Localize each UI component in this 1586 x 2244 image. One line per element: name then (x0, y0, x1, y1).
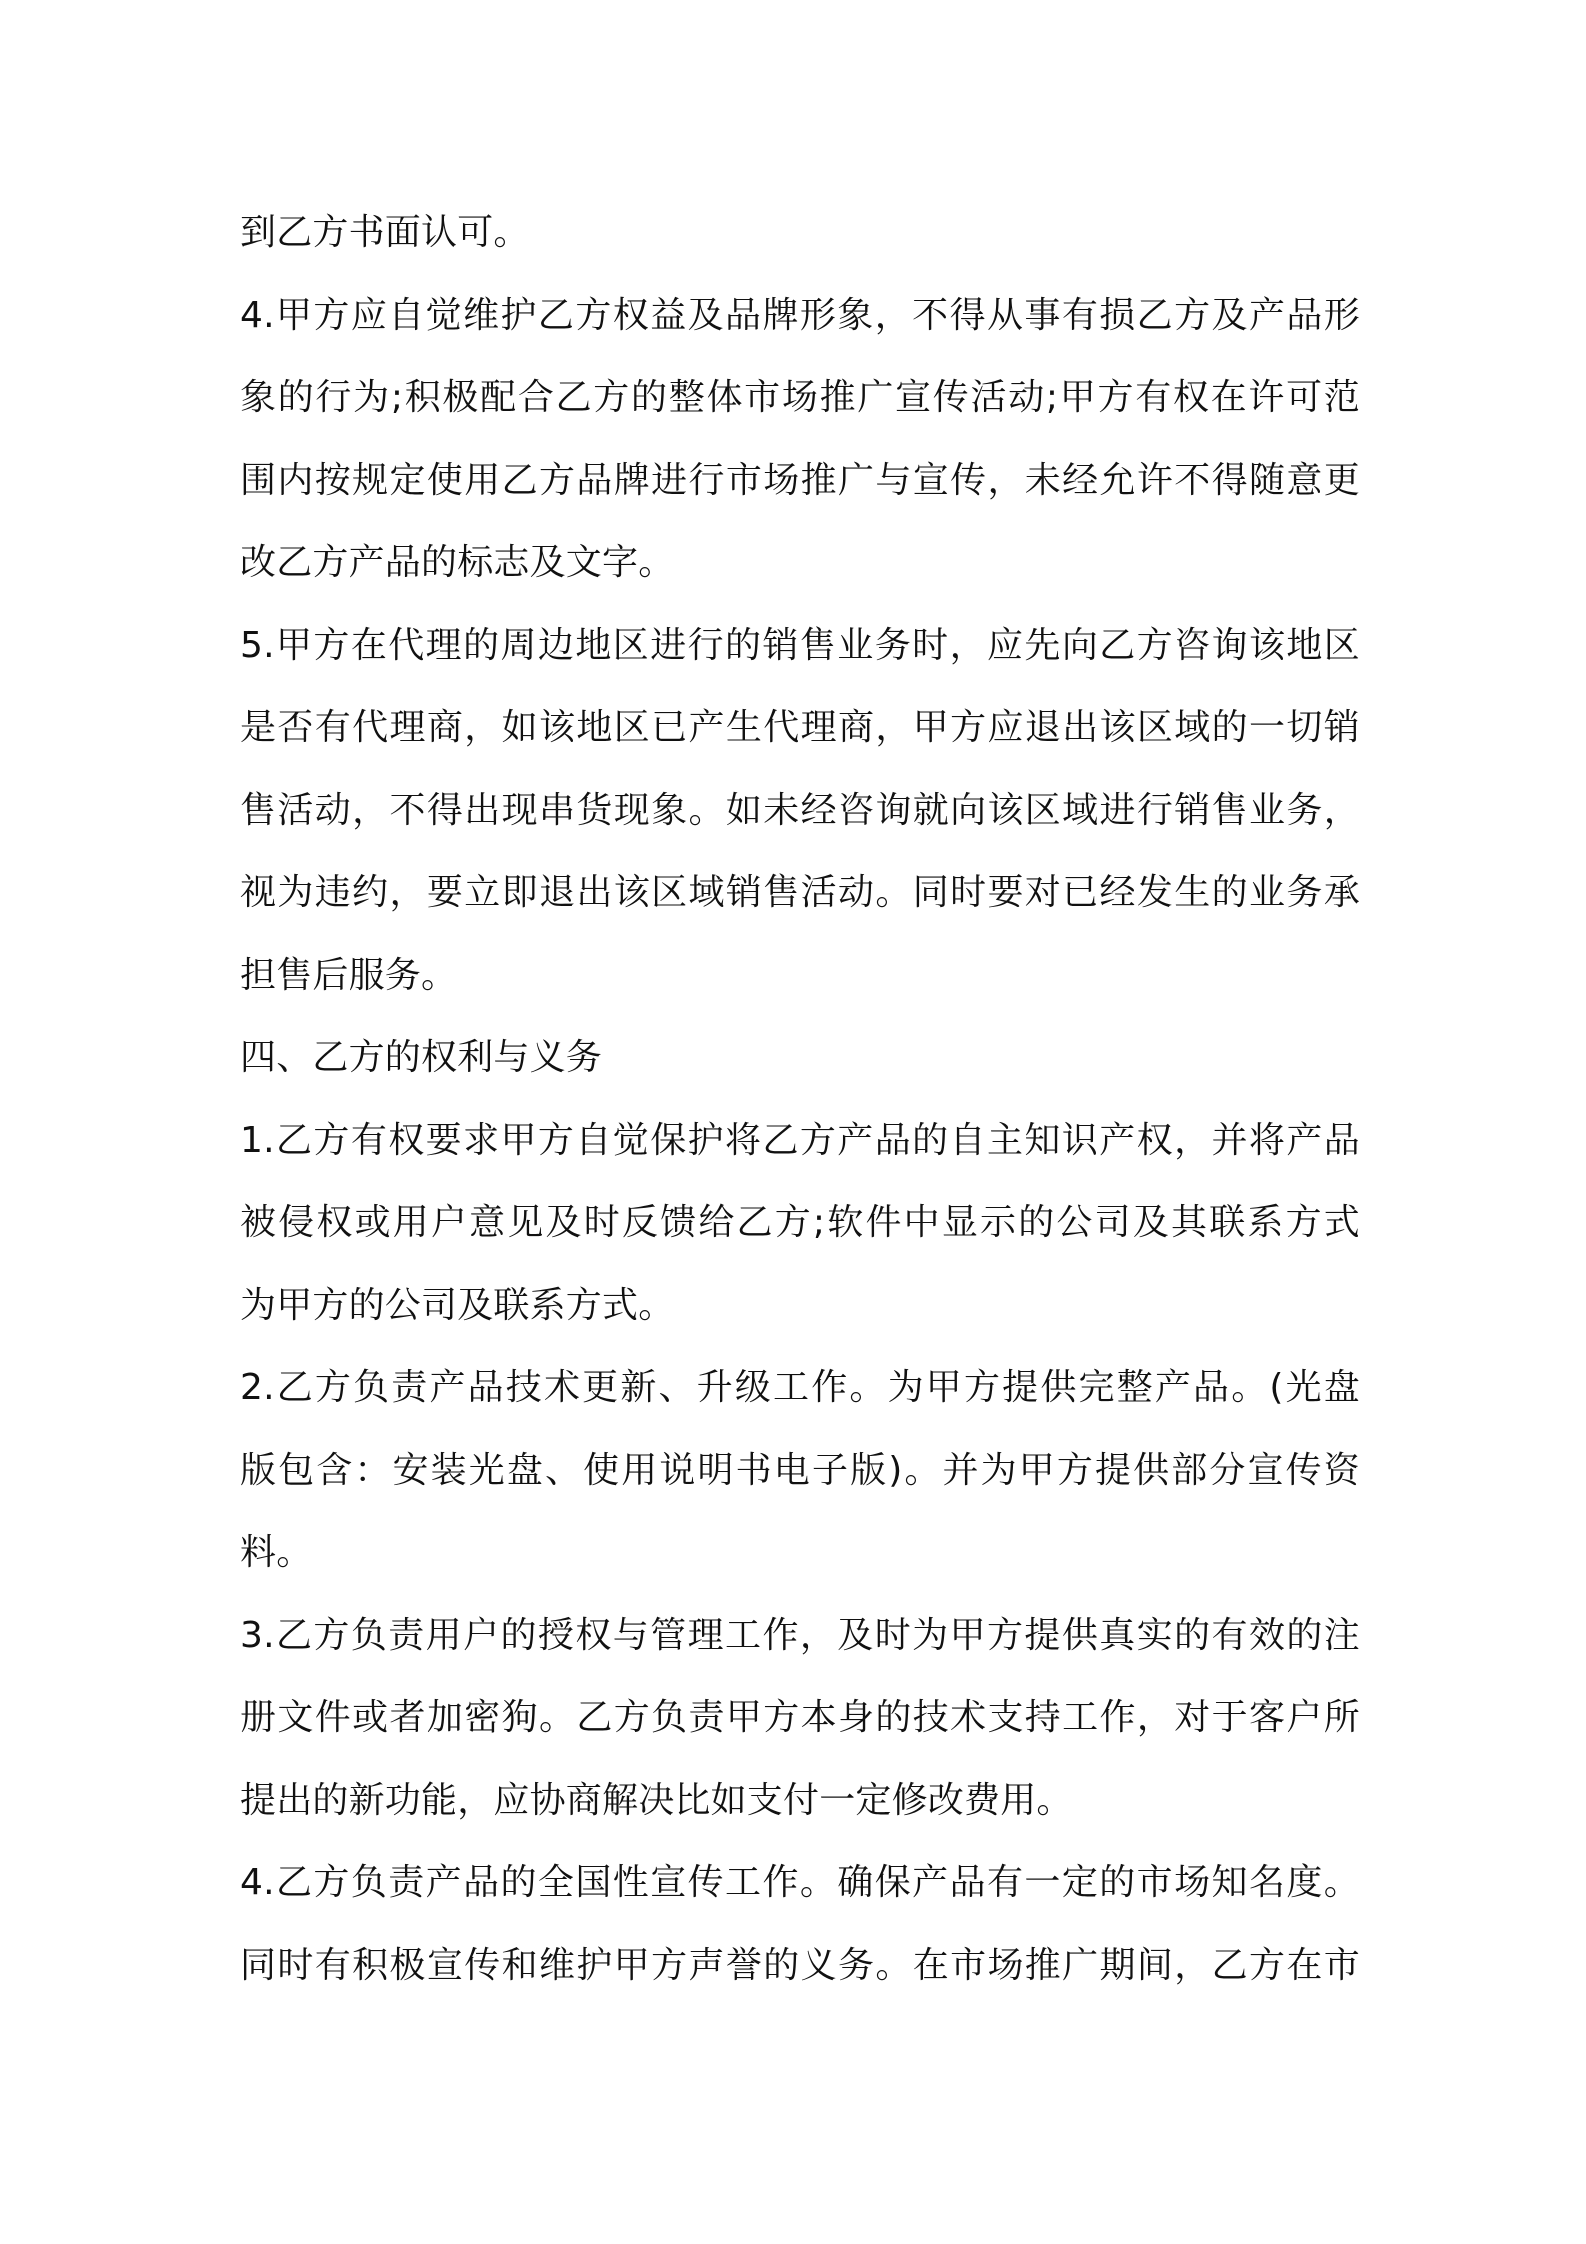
text-line: 售活动，不得出现串货现象。如未经咨询就向该区域进行销售业务， (240, 789, 1360, 831)
text-line: 2.乙方负责产品技术更新、升级工作。为甲方提供完整产品。(光盘 (240, 1367, 1360, 1408)
text-line: 改乙方产品的标志及文字。 (240, 542, 675, 583)
text-line: 围内按规定使用乙方品牌进行市场推广与宣传，未经允许不得随意更 (240, 459, 1360, 501)
text-line: 同时有积极宣传和维护甲方声誉的义务。在市场推广期间，乙方在市 (240, 1944, 1360, 1986)
text-line: 被侵权或用户意见及时反馈给乙方;软件中显示的公司及其联系方式 (240, 1202, 1360, 1243)
text-line: 3.乙方负责用户的授权与管理工作，及时为甲方提供真实的有效的注 (240, 1614, 1360, 1656)
text-line: 料。 (240, 1532, 313, 1573)
text-line: 为甲方的公司及联系方式。 (240, 1284, 675, 1326)
text-line: 4.乙方负责产品的全国性宣传工作。确保产品有一定的市场知名度。 (240, 1862, 1360, 1903)
text-line: 象的行为;积极配合乙方的整体市场推广宣传活动;甲方有权在许可范 (240, 377, 1360, 418)
text-line: 册文件或者加密狗。乙方负责甲方本身的技术支持工作，对于客户所 (240, 1697, 1360, 1738)
text-line: 担售后服务。 (240, 954, 458, 996)
text-line: 到乙方书面认可。 (240, 212, 530, 253)
text-line: 提出的新功能，应协商解决比如支付一定修改费用。 (240, 1779, 1073, 1821)
document-body (240, 192, 1360, 2007)
text-line: 是否有代理商，如该地区已产生代理商，甲方应退出该区域的一切销 (240, 707, 1360, 748)
section-heading: 四、乙方的权利与义务 (240, 1037, 603, 1078)
text-line: 4.甲方应自觉维护乙方权益及品牌形象，不得从事有损乙方及产品形 (240, 294, 1360, 336)
text-line: 1.乙方有权要求甲方自觉保护将乙方产品的自主知识产权，并将产品 (240, 1119, 1360, 1161)
text-line: 视为违约，要立即退出该区域销售活动。同时要对已经发生的业务承 (240, 872, 1360, 913)
text-line: 5.甲方在代理的周边地区进行的销售业务时，应先向乙方咨询该地区 (240, 624, 1360, 666)
text-line: 版包含：安装光盘、使用说明书电子版)。并为甲方提供部分宣传资 (240, 1449, 1360, 1491)
